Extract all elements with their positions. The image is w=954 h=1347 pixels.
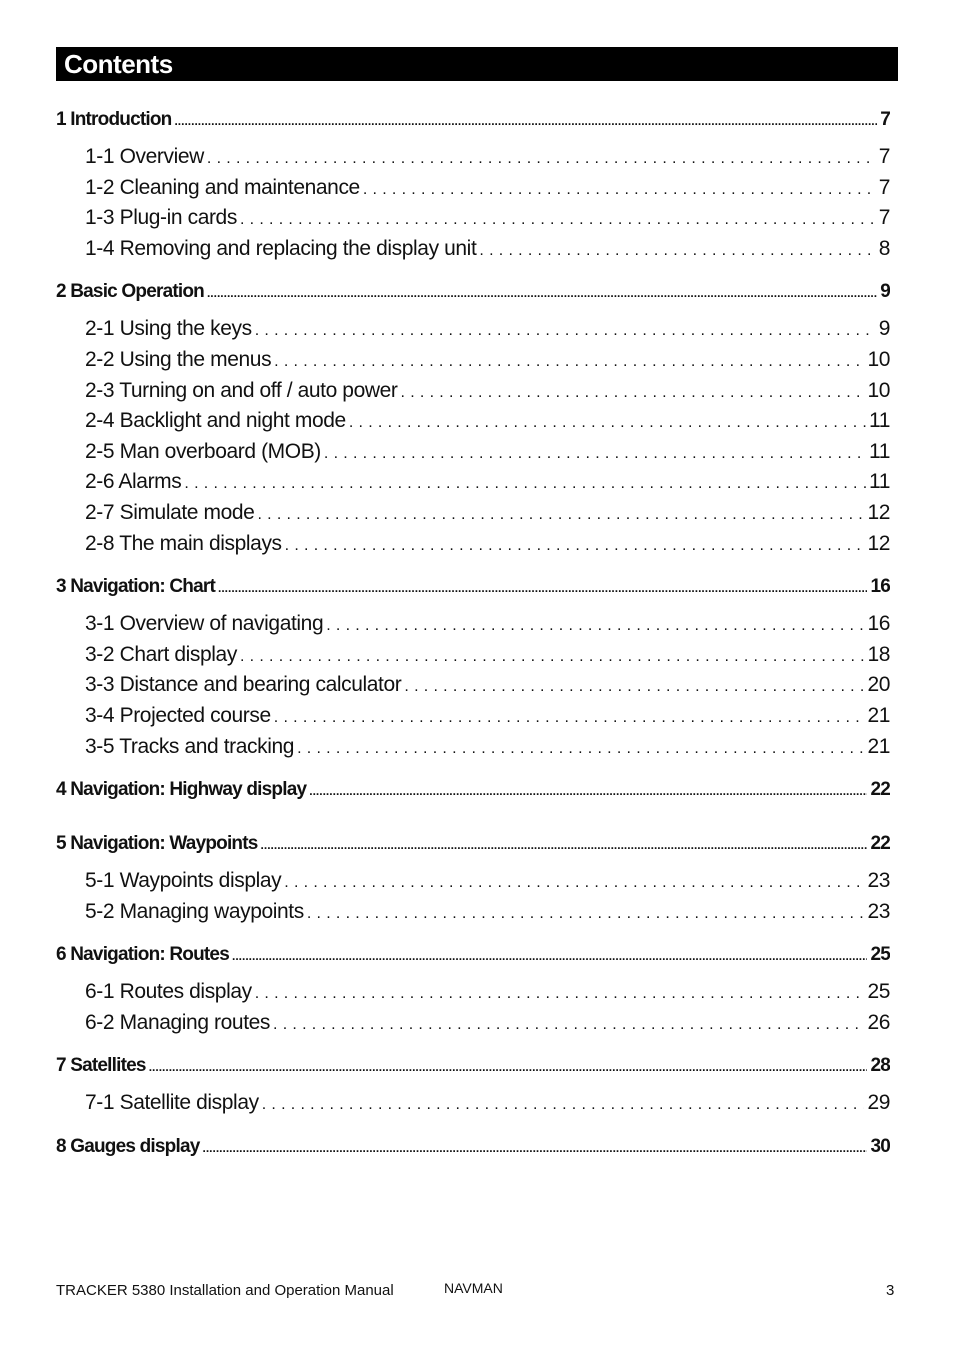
toc-leader-dots — [274, 701, 865, 732]
toc-subsection-label: 1-3 Plug-in cards — [85, 206, 237, 230]
toc-chapter-page: 9 — [880, 281, 890, 303]
toc-subsection-entry[interactable] — [56, 203, 890, 234]
toc-leader-dots — [240, 203, 876, 234]
toc-subsection-entry[interactable] — [56, 345, 890, 376]
toc-subsection-page: 7 — [878, 175, 890, 199]
toc-chapter-entry[interactable] — [56, 274, 890, 310]
toc-subsection-entry[interactable] — [56, 376, 890, 407]
footer-manual-title: TRACKER 5380 Installation and Operation Manual — [56, 1282, 394, 1299]
toc-subsection-page: 16 — [867, 612, 890, 636]
toc-subsection-label: 5-2 Managing waypoints — [85, 899, 304, 923]
toc-subsection-entry[interactable] — [56, 866, 890, 897]
table-of-contents — [56, 102, 890, 1183]
toc-subsection-list — [56, 138, 890, 274]
toc-leader-dots — [207, 274, 877, 310]
toc-section — [56, 102, 890, 274]
toc-leader-dots — [149, 1048, 868, 1084]
toc-subsection-label: 2-6 Alarms — [85, 470, 182, 494]
toc-section — [56, 569, 890, 772]
toc-subsection-page: 10 — [867, 347, 890, 371]
toc-subsection-page: 11 — [869, 409, 890, 433]
toc-subsection-page: 23 — [867, 869, 890, 893]
toc-subsection-page: 7 — [878, 145, 890, 168]
toc-subsection-entry[interactable] — [56, 437, 890, 468]
toc-chapter-page: 22 — [870, 833, 890, 855]
toc-chapter-label: 8 Gauges display — [56, 1136, 200, 1158]
toc-leader-dots — [232, 937, 867, 973]
contents-title: Contents — [56, 47, 898, 81]
toc-subsection-label: 7-1 Satellite display — [85, 1091, 259, 1115]
toc-subsection-label: 2-3 Turning on and off / auto power — [85, 378, 398, 402]
toc-chapter-page: 28 — [870, 1055, 890, 1077]
toc-subsection-list — [56, 310, 890, 569]
footer-brand: NAVMAN — [444, 1280, 503, 1296]
toc-subsection-page: 23 — [867, 899, 890, 923]
toc-chapter-entry[interactable] — [56, 772, 890, 808]
toc-subsection-page: 29 — [867, 1091, 890, 1115]
toc-leader-dots — [240, 640, 864, 671]
toc-subsection-list — [56, 1084, 890, 1129]
toc-chapter-label: 6 Navigation: Routes — [56, 944, 229, 966]
toc-leader-dots — [307, 897, 865, 928]
toc-leader-dots — [218, 569, 867, 605]
toc-subsection-label: 2-5 Man overboard (MOB) — [85, 439, 321, 463]
toc-leader-dots — [324, 437, 866, 468]
toc-chapter-label: 3 Navigation: Chart — [56, 576, 215, 598]
toc-subsection-entry[interactable] — [56, 406, 890, 437]
toc-subsection-label: 2-2 Using the menus — [85, 347, 272, 371]
toc-subsection-entry[interactable] — [56, 142, 890, 173]
toc-subsection-page: 25 — [867, 980, 890, 1004]
toc-chapter-page: 16 — [870, 576, 890, 598]
toc-subsection-label: 2-7 Simulate mode — [85, 500, 255, 524]
toc-subsection-label: 1-1 Overview — [85, 145, 204, 168]
toc-leader-dots — [349, 406, 866, 437]
toc-chapter-label: 2 Basic Operation — [56, 281, 204, 303]
toc-chapter-entry[interactable] — [56, 937, 890, 973]
toc-chapter-entry[interactable] — [56, 569, 890, 605]
toc-chapter-page: 22 — [870, 779, 890, 801]
toc-subsection-entry[interactable] — [56, 467, 890, 498]
toc-subsection-label: 1-2 Cleaning and maintenance — [85, 175, 360, 199]
toc-subsection-entry[interactable] — [56, 670, 890, 701]
footer-page-number: 3 — [886, 1282, 895, 1299]
toc-subsection-label: 1-4 Removing and replacing the display unit — [85, 236, 477, 260]
toc-chapter-label: 5 Navigation: Waypoints — [56, 833, 258, 855]
toc-subsection-label: 3-1 Overview of navigating — [85, 612, 324, 636]
toc-subsection-page: 12 — [867, 531, 890, 555]
toc-section — [56, 274, 890, 569]
toc-leader-dots — [274, 345, 864, 376]
toc-chapter-entry[interactable] — [56, 826, 890, 862]
toc-subsection-entry[interactable] — [56, 314, 890, 345]
toc-leader-dots — [174, 102, 877, 138]
toc-section — [56, 937, 890, 1048]
toc-leader-dots — [255, 977, 865, 1008]
toc-subsection-list — [56, 862, 890, 937]
toc-leader-dots — [297, 732, 864, 763]
toc-subsection-entry[interactable] — [56, 234, 890, 265]
toc-leader-dots — [261, 826, 868, 862]
toc-subsection-entry[interactable] — [56, 529, 890, 560]
toc-subsection-entry[interactable] — [56, 640, 890, 671]
toc-leader-dots — [257, 498, 864, 529]
toc-subsection-entry[interactable] — [56, 1008, 890, 1039]
toc-subsection-label: 3-3 Distance and bearing calculator — [85, 673, 402, 697]
toc-subsection-label: 3-2 Chart display — [85, 642, 237, 666]
toc-subsection-page: 11 — [869, 439, 890, 463]
toc-subsection-label: 5-1 Waypoints display — [85, 869, 282, 893]
toc-subsection-label: 6-2 Managing routes — [85, 1010, 271, 1034]
toc-leader-dots — [404, 670, 864, 701]
toc-leader-dots — [285, 529, 865, 560]
toc-leader-dots — [363, 173, 876, 204]
toc-chapter-page: 7 — [880, 109, 890, 130]
toc-chapter-page: 25 — [870, 944, 890, 966]
toc-subsection-entry[interactable] — [56, 977, 890, 1008]
toc-subsection-label: 2-4 Backlight and night mode — [85, 409, 346, 433]
toc-leader-dots — [309, 772, 867, 808]
toc-subsection-label: 3-4 Projected course — [85, 703, 271, 727]
toc-leader-dots — [262, 1088, 865, 1119]
toc-chapter-entry[interactable] — [56, 1129, 890, 1165]
toc-chapter-page: 30 — [870, 1136, 890, 1158]
toc-subsection-page: 8 — [878, 236, 890, 260]
toc-subsection-page: 9 — [878, 317, 890, 341]
toc-leader-dots — [326, 609, 864, 640]
toc-subsection-page: 20 — [867, 673, 890, 697]
toc-subsection-page: 21 — [867, 703, 890, 727]
toc-section — [56, 1048, 890, 1129]
toc-subsection-entry[interactable] — [56, 701, 890, 732]
toc-subsection-label: 2-8 The main displays — [85, 531, 282, 555]
toc-chapter-label: 7 Satellites — [56, 1055, 146, 1077]
toc-subsection-list — [56, 605, 890, 772]
toc-subsection-entry[interactable] — [56, 897, 890, 928]
toc-subsection-entry[interactable] — [56, 1088, 890, 1119]
toc-chapter-label: 4 Navigation: Highway display — [56, 779, 307, 801]
toc-section — [56, 826, 890, 937]
toc-leader-dots — [255, 314, 876, 345]
toc-leader-dots — [273, 1008, 864, 1039]
toc-chapter-entry[interactable] — [56, 102, 890, 138]
toc-leader-dots — [479, 234, 875, 265]
toc-section — [56, 772, 890, 826]
toc-subsection-list — [56, 973, 890, 1048]
toc-chapter-label: 1 Introduction — [56, 109, 172, 130]
toc-subsection-page: 26 — [867, 1010, 890, 1034]
toc-subsection-label: 2-1 Using the keys — [85, 317, 252, 341]
toc-subsection-entry[interactable] — [56, 173, 890, 204]
toc-subsection-page: 11 — [869, 470, 890, 494]
toc-section — [56, 1129, 890, 1183]
toc-subsection-label: 6-1 Routes display — [85, 980, 252, 1004]
toc-subsection-page: 18 — [867, 642, 890, 666]
toc-leader-dots — [284, 866, 864, 897]
toc-subsection-entry[interactable] — [56, 609, 890, 640]
toc-leader-dots — [184, 467, 866, 498]
toc-leader-dots — [401, 376, 865, 407]
toc-leader-dots — [203, 1129, 868, 1165]
toc-subsection-entry[interactable] — [56, 732, 890, 763]
toc-subsection-label: 3-5 Tracks and tracking — [85, 734, 295, 758]
toc-subsection-page: 10 — [867, 378, 890, 402]
toc-subsection-entry[interactable] — [56, 498, 890, 529]
toc-subsection-page: 21 — [867, 734, 890, 758]
toc-chapter-entry[interactable] — [56, 1048, 890, 1084]
toc-leader-dots — [207, 142, 876, 173]
toc-subsection-page: 12 — [867, 500, 890, 524]
toc-subsection-page: 7 — [878, 206, 890, 230]
